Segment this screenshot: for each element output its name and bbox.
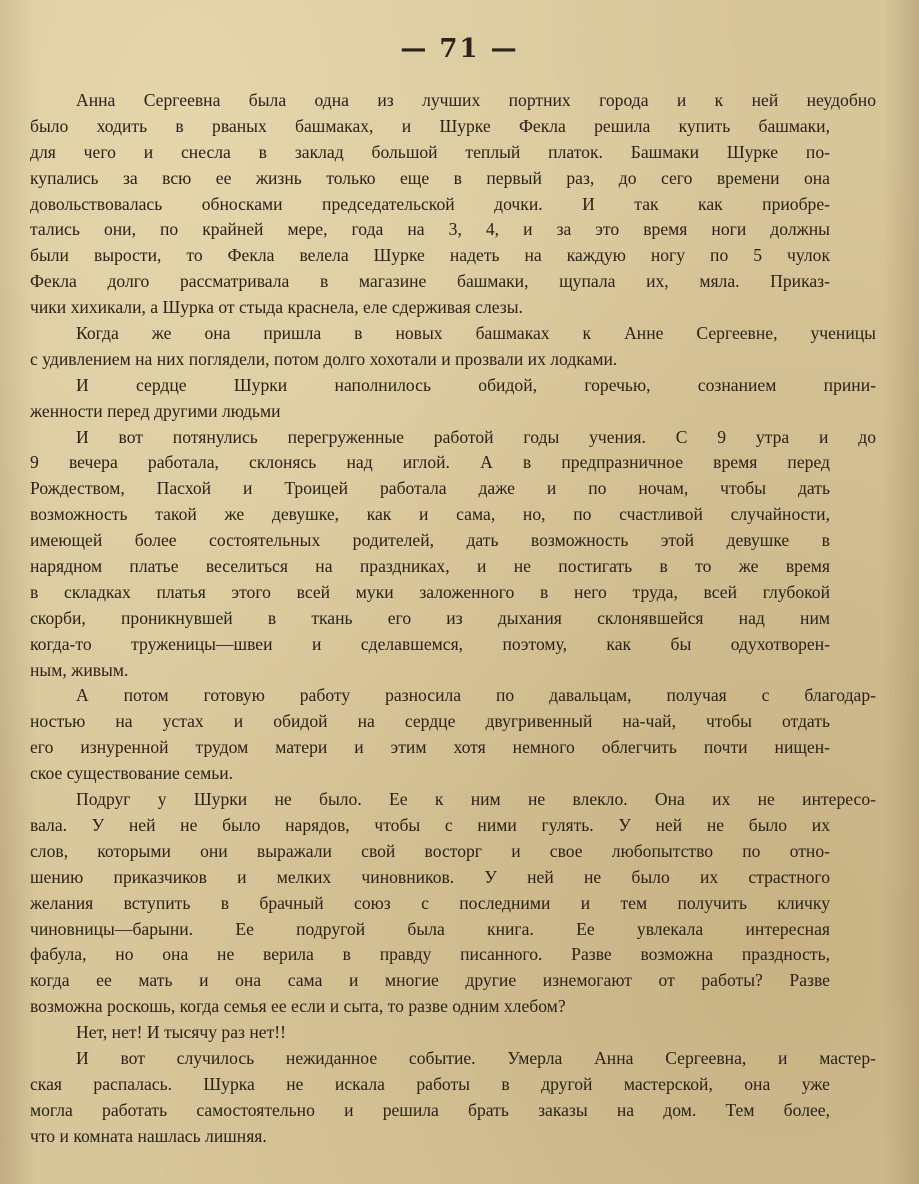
text-line: вала. У ней не было нарядов, чтобы с ними гулять. У ней не было их: [30, 814, 830, 835]
text-line: когда ее мать и она сама и многие другие изнемогают от работы? Разве: [30, 970, 830, 991]
text-line: Подруг у Шурки не было. Ее к ним не влекло. Она их не интересо-: [76, 789, 876, 810]
text-line: А потом готовую работу разносила по давальцам, получая с благодар-: [76, 685, 876, 706]
text-line: купались за всю ее жизнь только еще в первый раз, до сего времени она: [30, 167, 830, 188]
paragraph: [30, 88, 876, 321]
text-line: тались они, по крайней мере, года на 3, 4, и за это время ноги должны: [30, 219, 830, 240]
text-line: Нет, нет! И тысячу раз нет!!: [76, 1022, 286, 1043]
page-number: — 71 —: [400, 34, 519, 64]
text-line: в складках платья этого всей муки заложенного в него труда, всей глубокой: [30, 581, 830, 602]
text-line: фабула, но она не верила в правду писанного. Разве возможна праздность,: [30, 944, 830, 965]
text-line: Фекла долго рассматривала в магазине башмаки, щупала их, мяла. Приказ-: [30, 271, 830, 292]
text-line: слов, которыми они выражали свой восторг и свое любопытство по отно-: [30, 840, 830, 861]
text-line: могла работать самостоятельно и решила брать заказы на дом. Тем более,: [30, 1099, 830, 1120]
text-line: женности перед другими людьми: [30, 400, 281, 421]
text-line: Анна Сергеевна была одна из лучших портних города и к ней неудобно: [76, 90, 876, 110]
text-line: имеющей более состоятельных родителей, дать возможность этой девушке в: [30, 530, 830, 551]
text-line: возможность такой же девушке, как и сама, но, по счастливой случайности,: [30, 504, 830, 525]
paragraph: [30, 1020, 830, 1046]
text-line: Когда же она пришла в новых башмаках к Анне Сергеевне, ученицы: [76, 323, 876, 344]
paragraph: [30, 683, 876, 787]
text-line: возможна роскошь, когда семья ее если и сыта, то разве одним хлебом?: [30, 996, 566, 1017]
text-line: ская распалась. Шурка не искала работы в другой мастерской, она уже: [30, 1073, 830, 1094]
text-line: ностью на устах и обидой на сердце двугривенный на-чай, чтобы отдать: [30, 711, 830, 732]
text-line: что и комната нашлась лишняя.: [30, 1125, 267, 1146]
paragraph: [30, 425, 876, 684]
text-line: с удивлением на них поглядели, потом долго хохотали и прозвали их лодками.: [30, 348, 618, 369]
paragraph: [30, 373, 876, 425]
text-line: И сердце Шурки наполнилось обидой, горечью, сознанием прини-: [76, 374, 876, 395]
text-line: были вырости, то Фекла велела Шурке надеть на каждую ногу по 5 чулок: [30, 245, 830, 266]
text-body: [30, 88, 876, 1150]
paragraph: [30, 1046, 876, 1150]
text-line: чики хихикали, а Шурка от стыда краснела, еле сдерживая слезы.: [30, 297, 523, 318]
text-line: чиновницы—барыни. Ее подругой была книга. Ее увлекала интересная: [30, 918, 830, 939]
text-line: скорби, проникнувшей в ткань его из дыхания склонявшейся над ним: [30, 607, 830, 628]
paragraph: [30, 321, 876, 373]
text-line: ным, живым.: [30, 659, 129, 680]
text-line: ское существование семьи.: [30, 763, 234, 784]
text-line: довольствовалась обносками председательской дочки. И так как приобре-: [30, 193, 830, 214]
text-line: желания вступить в брачный союз с последними и тем получить кличку: [30, 892, 830, 913]
text-line: И вот случилось нежиданное событие. Умерла Анна Сергеевна, и мастер-: [76, 1047, 876, 1068]
text-line: нарядном платье веселиться на праздниках, и не постигать в то же время: [30, 556, 830, 577]
paragraph: [30, 787, 876, 1020]
text-line: 9 вечера работала, склонясь над иглой. А в предпразничное время перед: [30, 452, 830, 473]
text-line: для чего и снесла в заклад большой теплый платок. Башмаки Шурке по-: [30, 141, 830, 162]
text-line: И вот потянулись перегруженные работой годы учения. С 9 утра и до: [76, 426, 876, 447]
text-line: его изнуренной трудом матери и этим хотя немного облегчить почти нищен-: [30, 737, 830, 758]
text-line: было ходить в рваных башмаках, и Шурке Фекла решила купить башмаки,: [30, 115, 830, 136]
text-line: когда-то труженицы—швеи и сделавшемся, поэтому, как бы одухотворен-: [30, 633, 830, 654]
text-line: шению приказчиков и мелких чиновников. У ней не было их страстного: [30, 866, 830, 887]
text-line: Рождеством, Пасхой и Троицей работала даже и по ночам, чтобы дать: [30, 478, 830, 499]
